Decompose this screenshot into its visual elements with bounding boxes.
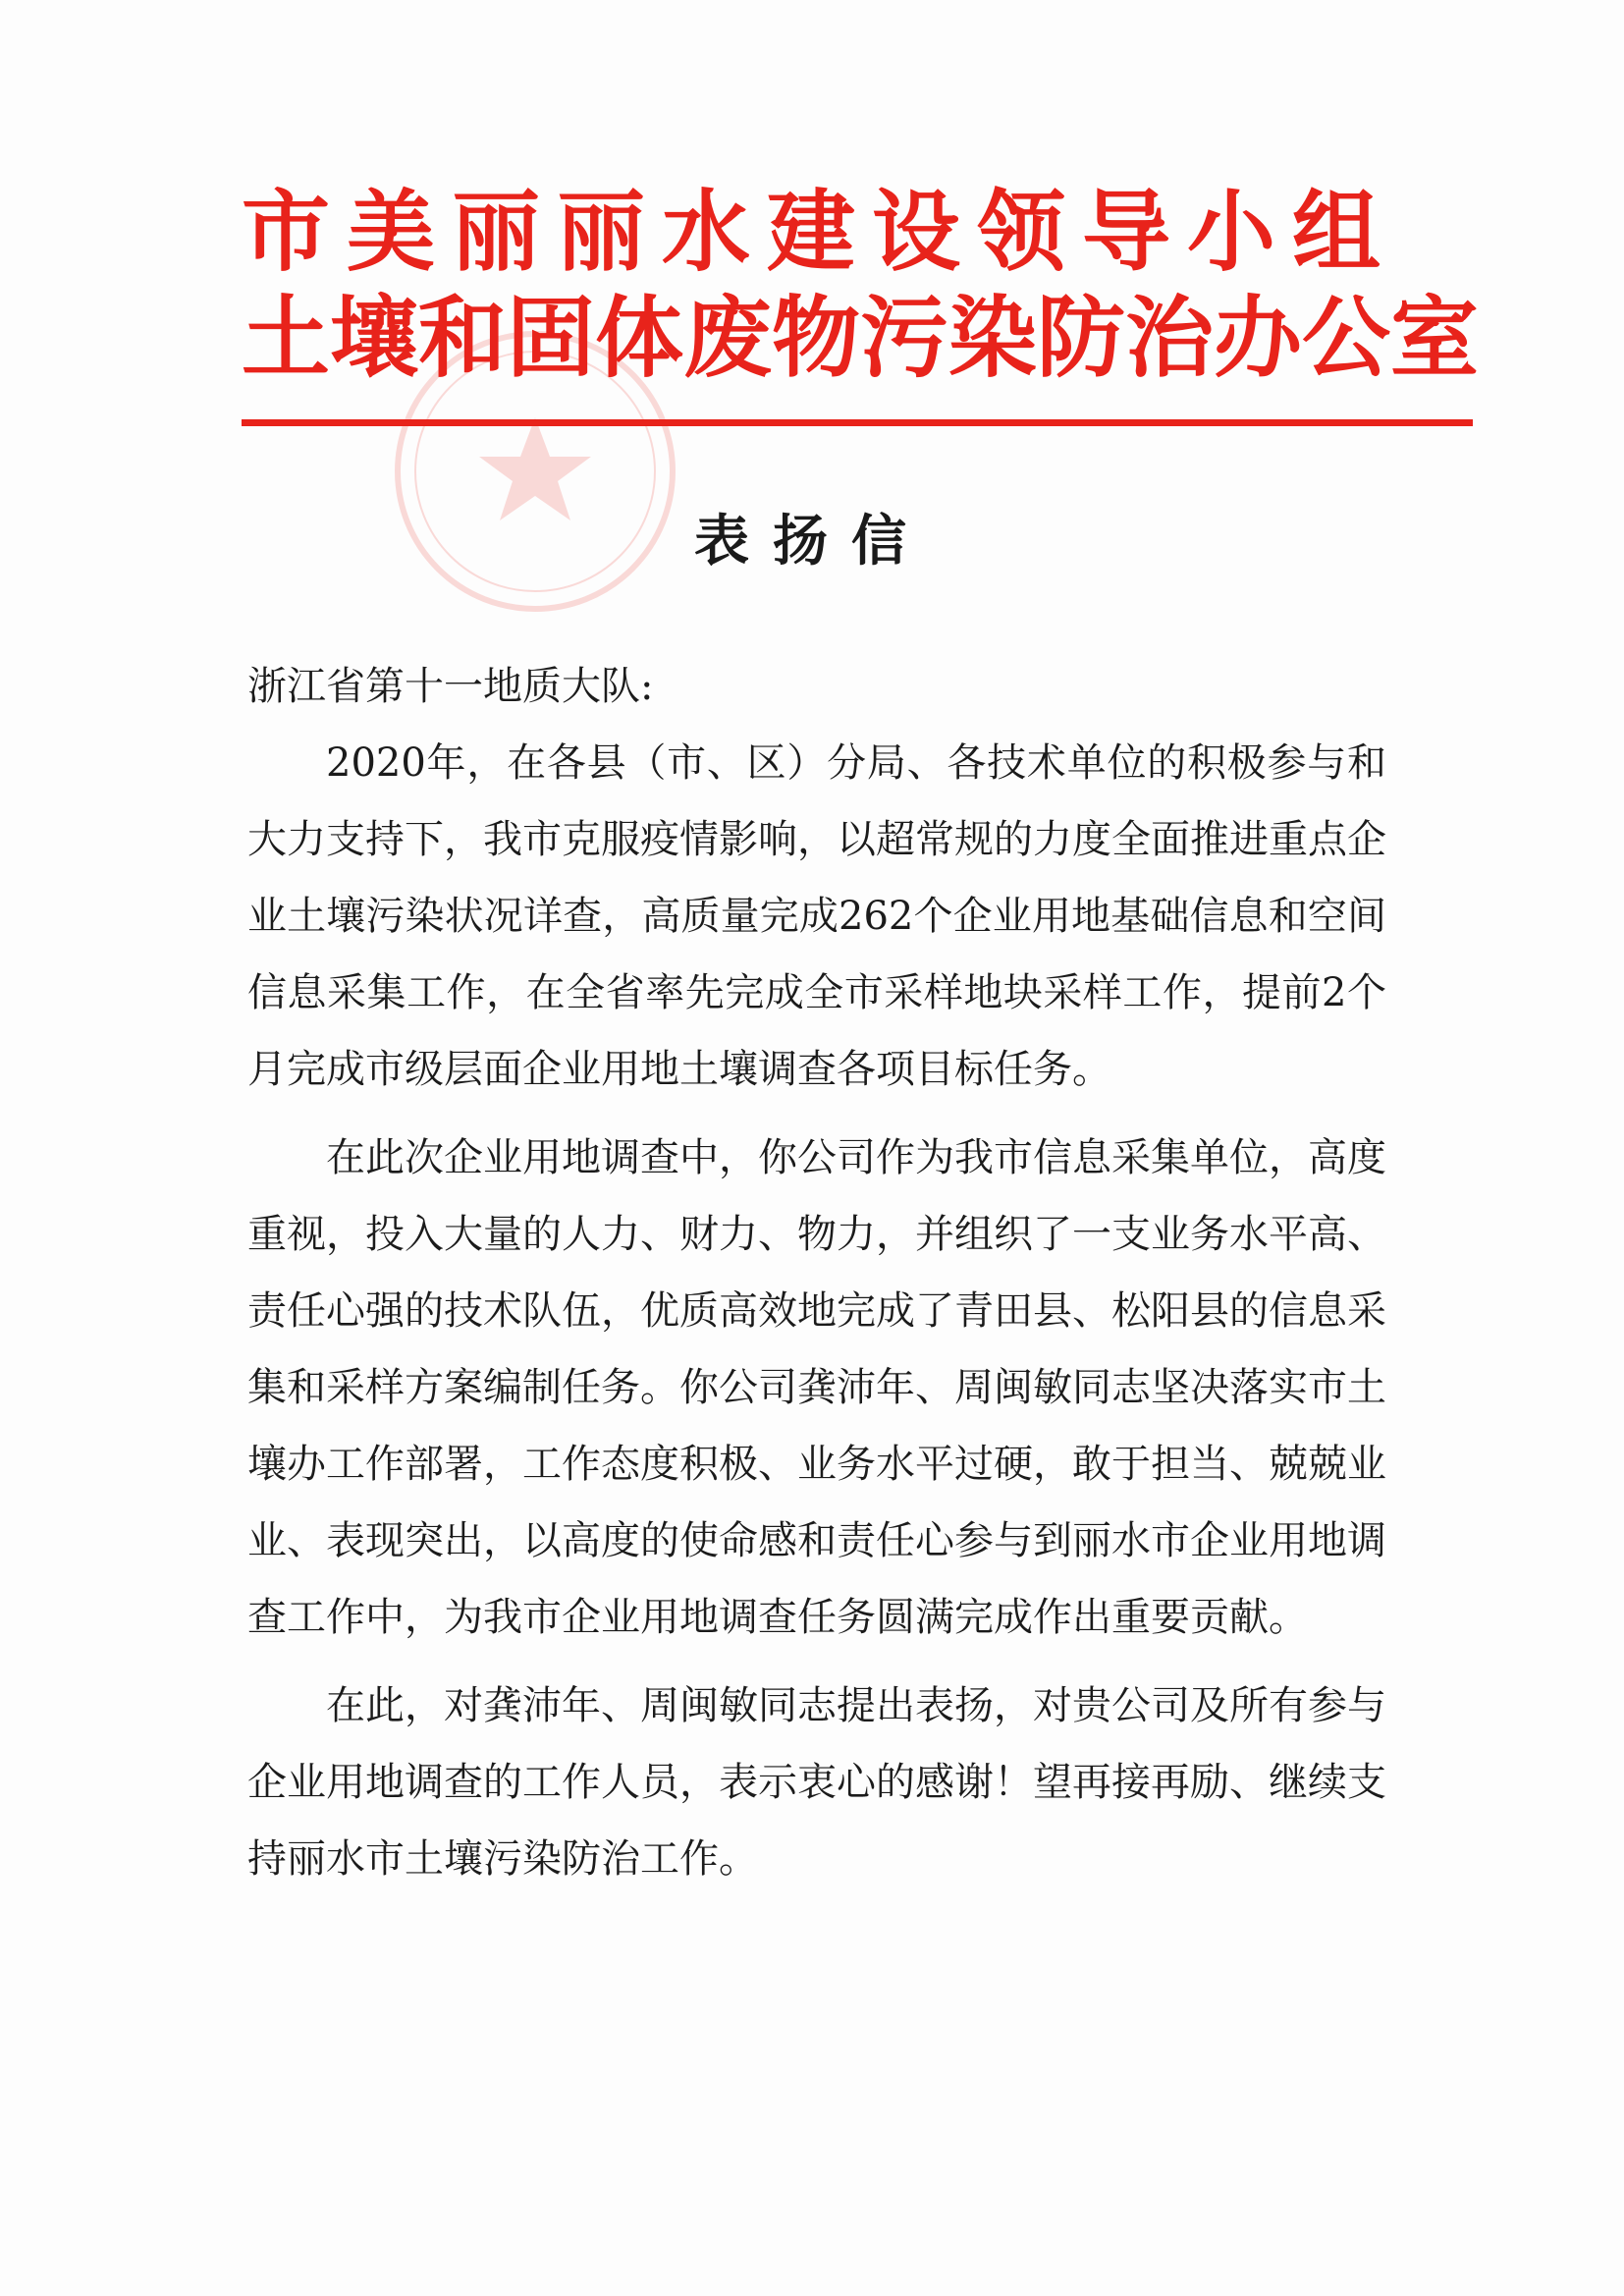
letterhead-line-2: 土壤和固体废物污染防治办公室 [242, 287, 1479, 390]
letterhead [242, 181, 1479, 401]
salutation: 浙江省第十一地质大队: [247, 664, 654, 709]
document-title: 表扬信 [694, 510, 930, 574]
letter-body [247, 648, 1386, 1897]
paragraph-1: 2020年，在各县（市、区）分局、各技术单位的积极参与和大力支持下，我市克服疫情影响，以超常规的力度全面推进重点企业土壤污染状况详查，高质量完成262个企业用地基础信息和空间信息采集工作，在全省率先完成全市采样地块采样工作，提前2个月完成市级层面企业用地土壤调查各项目标任务。 [247, 740, 1386, 1092]
paragraph-2: 在此次企业用地调查中，你公司作为我市信息采集单位，高度重视，投入大量的人力、财力、物力，并组织了一支业务水平高、责任心强的技术队伍，优质高效地完成了青田县、松阳县的信息采集和采样方案编制任务。你公司龚沛年、周闽敏同志坚决落实市土壤办工作部署，工作态度积极、业务水平过硬，敢于担当、兢兢业业、表现突出，以高度的使命感和责任心参与到丽水市企业用地调查工作中，为我市企业用地调查任务圆满完成作出重要贡献。 [247, 1135, 1386, 1640]
letterhead-line-1: 市美丽丽水建设领导小组 [242, 181, 1397, 284]
letterhead-divider [242, 419, 1473, 426]
paragraph-3: 在此，对龚沛年、周闽敏同志提出表扬，对贵公司及所有参与企业用地调查的工作人员，表示衷心的感谢！望再接再励、继续支持丽水市土壤污染防治工作。 [247, 1683, 1386, 1882]
